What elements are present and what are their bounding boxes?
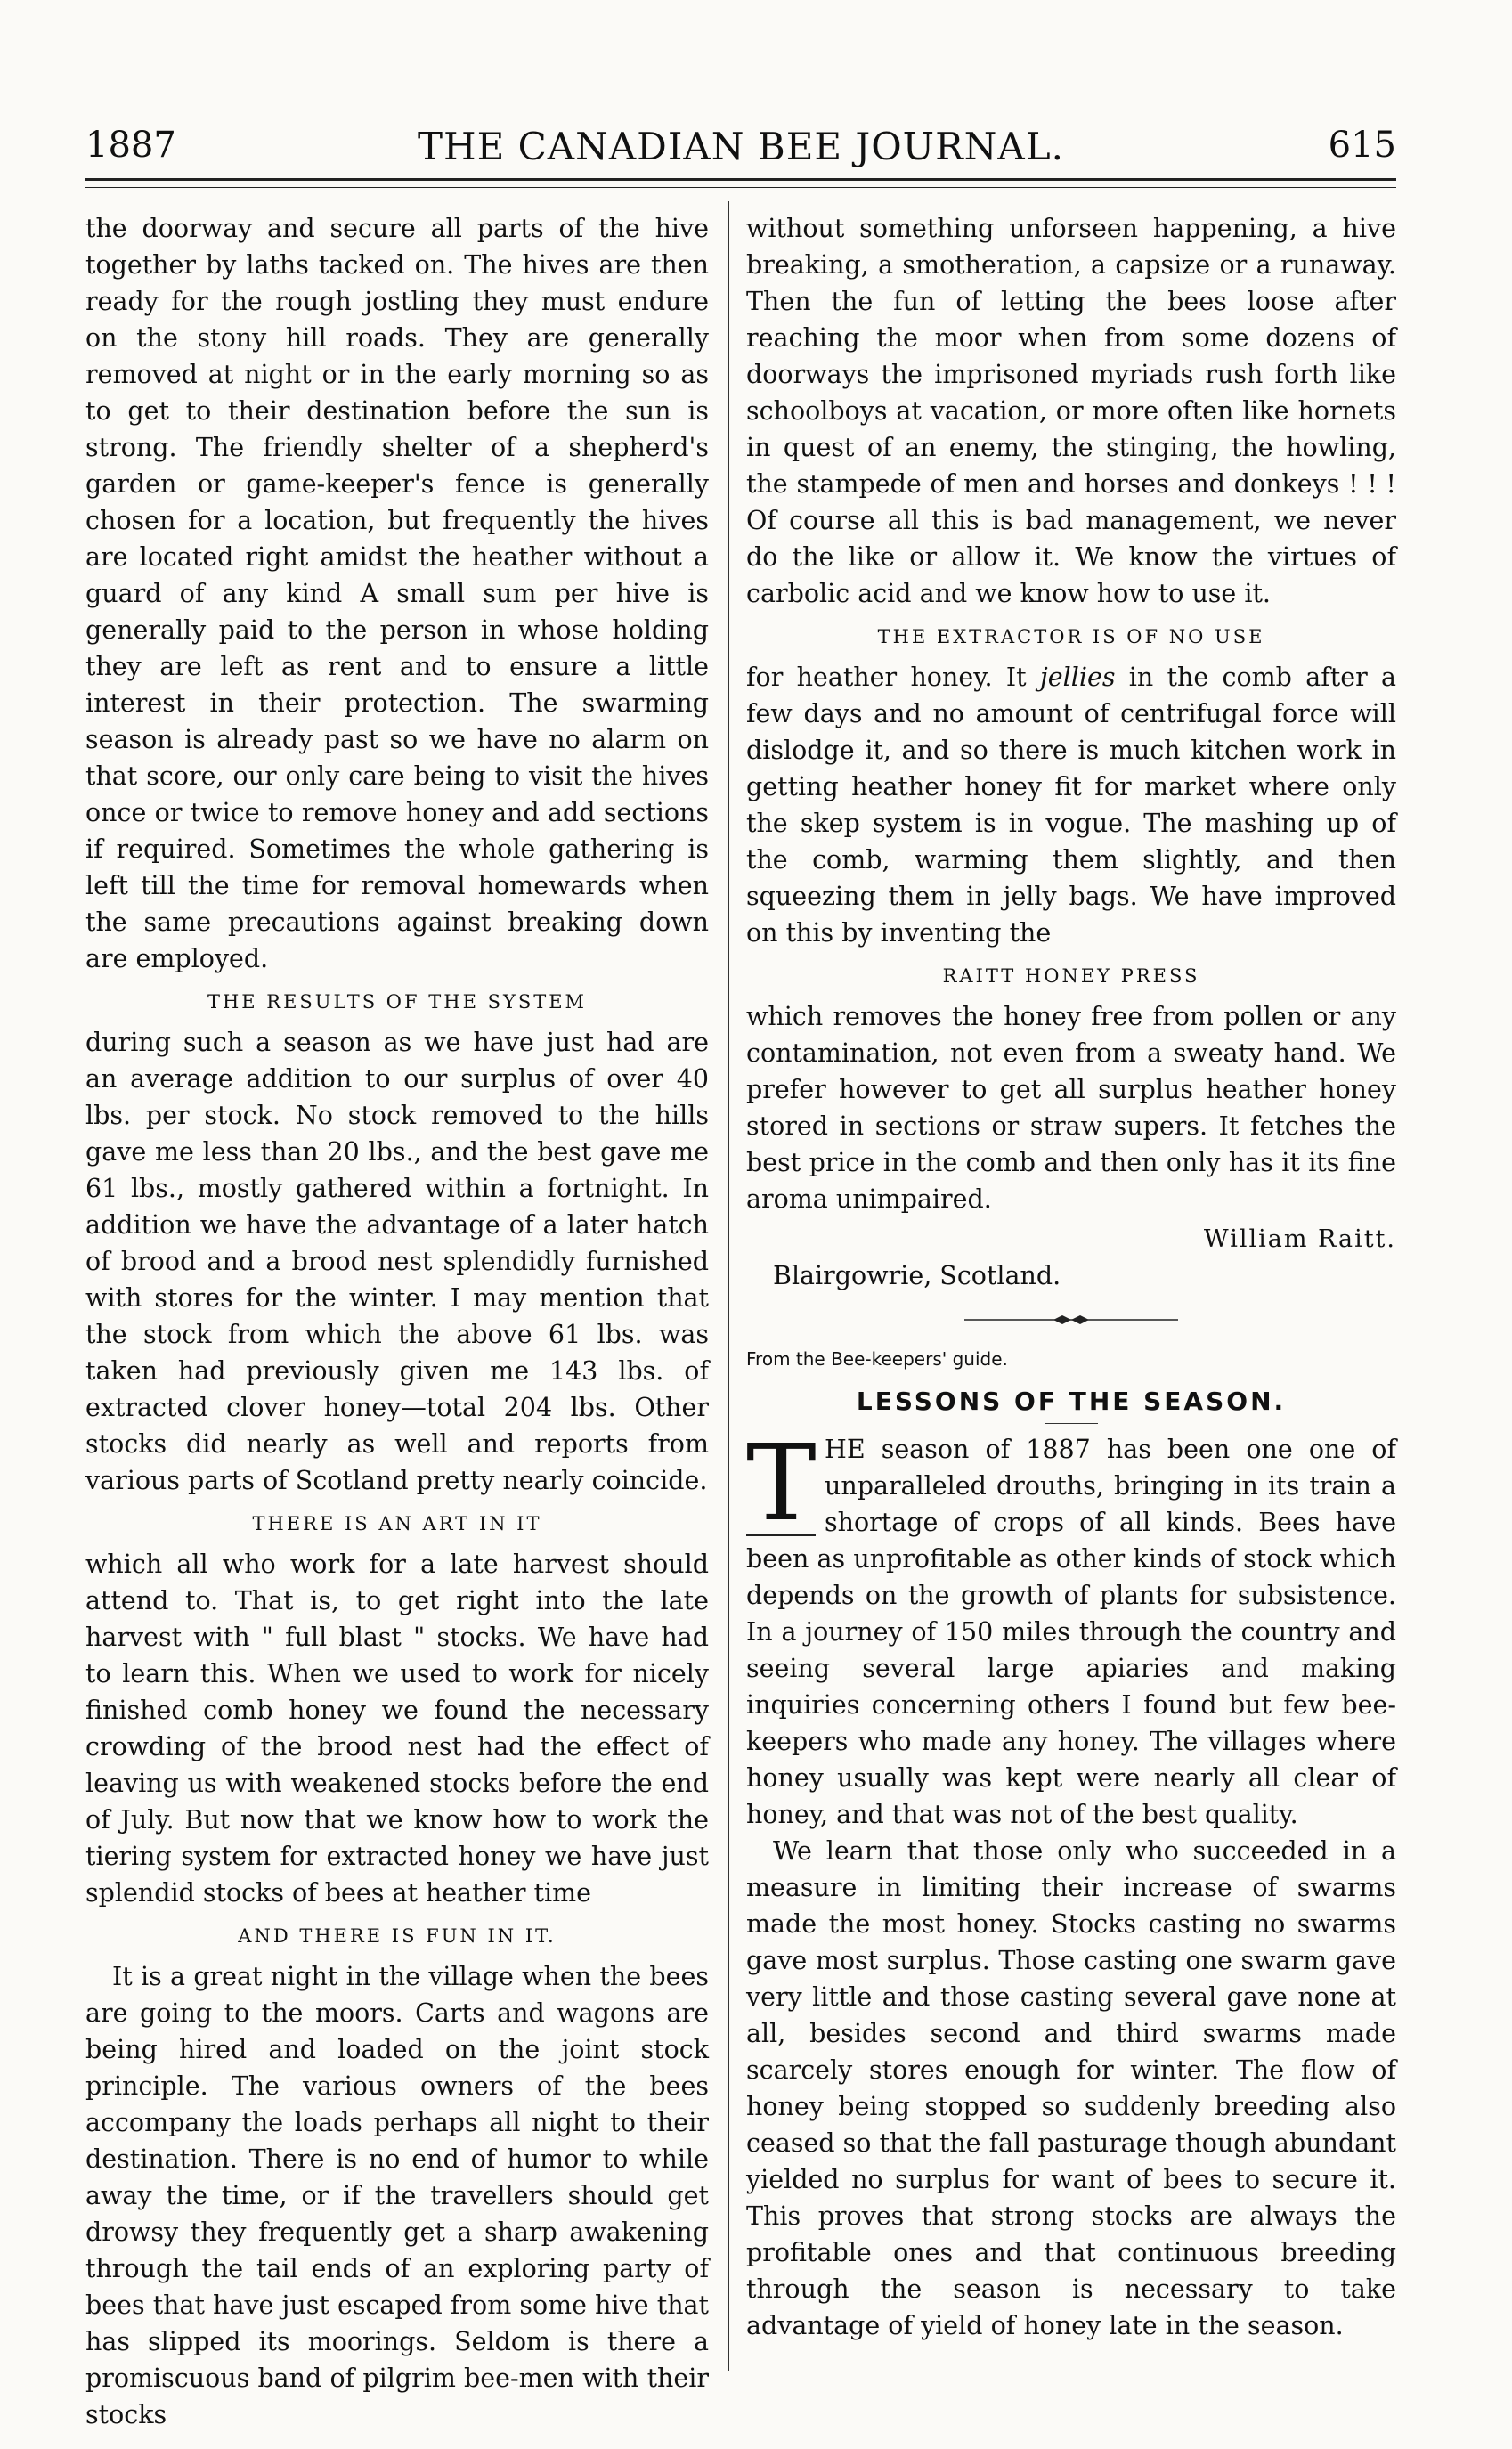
paragraph-hive-preparation: the doorway and secure all parts of the hive together by laths tacked on. The hives are then ready for the rough jostling they must endure on the stony hill roads. They are generally removed at night or in the early morning so as to get to their destination before the sun is strong. The friendly shelter of a shepherd's garden or game-keeper's fence is generally chosen for a location, but frequently the hives are located right amidst the heather without a guard of any kind A small sum per hive is generally paid to the person in whose holding they are left as rent and to ensure a little interest in their protection. The swarming season is already past so we have no alarm on that score, our only care being to visit the hives once or twice to remove honey and add sections if required. Sometimes the whole gathering is left till the time for removal homewards when the same precautions against breaking down are employed. (85, 214, 709, 973)
paragraph-results: during such a season as we have just had are an average addition to our surplus of over 40 lbs. per stock. No stock removed to the hills gave me less than 20 lbs., and the best gave me 61 lbs., mostly gathered within a fortnight. In addition we have the advantage of a later hatch of brood and a brood nest splendidly furnished with stores for the winter. I may mention that the stock from which the above 61 lbs. was taken had previously given me 143 lbs. of extracted clover honey—total 204 lbs. Other stocks did nearly as well and reports from various parts of Scotland pretty nearly coincide. (85, 1028, 709, 1495)
subheading-results: THE RESULTS OF THE SYSTEM (207, 991, 588, 1013)
issue-year: 1887 (85, 125, 176, 166)
source-credit: From the Bee-keepers' guide. (746, 1348, 1008, 1370)
author-signature: William Raitt. (1203, 1225, 1396, 1253)
paragraph-swarms: We learn that those only who succeeded in a measure in limiting their increase of swarms made the most honey. Stocks casting no swarms gave most surplus. Those casting one swarm gave very little and those casting several gave none at all, besides second and third swarms made scarcely stores enough for winter. The flow of honey being stopped so suddenly breeding also ceased so that the fall pasturage though abundant yielded no surplus for want of bees to secure it. This proves that strong stocks are always the profitable ones and that continuous breeding through the season is necessary to take advantage of yield of honey late in the season. (746, 1836, 1396, 2340)
page-header (85, 118, 1396, 171)
ornament-divider (746, 1299, 1396, 1336)
journal-title: THE CANADIAN BEE JOURNAL. (417, 125, 1065, 168)
header-rule-thin (85, 187, 1396, 188)
subheading-honey-press: RAITT HONEY PRESS (942, 965, 1200, 987)
text-run: for heather honey. It (746, 663, 1040, 692)
subheading-art: THERE IS AN ART IN IT (252, 1513, 542, 1534)
subheading-fun: AND THERE IS FUN IN IT. (238, 1925, 557, 1947)
text-run: in the comb after a few days and no amount of centrifugal force will dislodge it, and so there is much kitchen work in getting heather honey fit for market where only the skep system is in vogue. The mashing up of the comb, warming them slightly, and then squeezing them in jelly bags. We have improved on this by inventing the (746, 663, 1396, 948)
title-rule (1045, 1423, 1098, 1424)
column-divider (728, 201, 729, 2371)
paragraph-journey: without something unforseen happening, a hive breaking, a smotheration, a capsize or a runaway. Then the fun of letting the bees loose after reaching the moor when from some dozens of doorways the imprisoned myriads rush forth like schoolboys at vacation, or more often like hornets in quest of an enemy, the stinging, the howling, the stampede of men and horses and donkeys ! ! ! Of course all this is bad management, we never do the like or allow it. We know the virtues of carbolic acid and we know how to use it. (746, 214, 1396, 608)
header-rule-thick (85, 178, 1396, 181)
drop-cap: T (746, 1421, 817, 1544)
paragraph-extractor (746, 659, 1396, 951)
paragraph-season: HE season of 1887 has been one one of unparalleled drouths, bringing in its train a shortage of crops of all kinds. Bees have been as unprofitable as other kinds of stock which depends on the growth of plants for subsistence. In a journey of 150 miles through the country and seeing several large apiaries and making inquiries concerning others I found but few bee-keepers who made any honey. The villages where honey usually was kept were nearly all clear of honey, and that was not of the best quality. (746, 1435, 1396, 1829)
right-column (746, 210, 1396, 2344)
ornament-line-icon (964, 1314, 1178, 1326)
paragraph-art: which all who work for a late harvest should attend to. That is, to get right into the late harvest with " full blast " stocks. We have had to learn this. When we used to work for nicely finished comb honey we found the necessary crowding of the brood nest had the effect of leaving us with weakened stocks before the end of July. But now that we know how to work the tiering system for extracted honey we have just splendid stocks of bees at heather time (85, 1550, 709, 1908)
page-number: 615 (1328, 125, 1396, 166)
article-title: LESSONS OF THE SEASON. (856, 1387, 1287, 1416)
paragraph-honey-press: which removes the honey free from pollen or any contamination, not even from a sweaty hand. We prefer however to get all surplus heather honey stored in sections or straw supers. It fetches the best price in the comb and then only has it its fine aroma unimpaired. (746, 1002, 1396, 1214)
author-location: Blairgowrie, Scotland. (773, 1261, 1061, 1290)
paragraph-fun: It is a great night in the village when the bees are going to the moors. Carts and wagons are being hired and loaded on the joint stock principle. The various owners of the bees accompany the loads perhaps all night to their destination. There is no end of humor to while away the time, or if the travellers should get drowsy they frequently get a sharp awakening through the tail ends of an exploring party of bees that have just escaped from some hive that has slipped its moorings. Seldom is there a promiscuous band of pilgrim bee-men with their stocks (85, 1962, 709, 2429)
left-column (85, 210, 709, 2433)
emphasis-jellies: jellies (1039, 663, 1116, 692)
subheading-extractor: THE EXTRACTOR IS OF NO USE (877, 626, 1265, 647)
